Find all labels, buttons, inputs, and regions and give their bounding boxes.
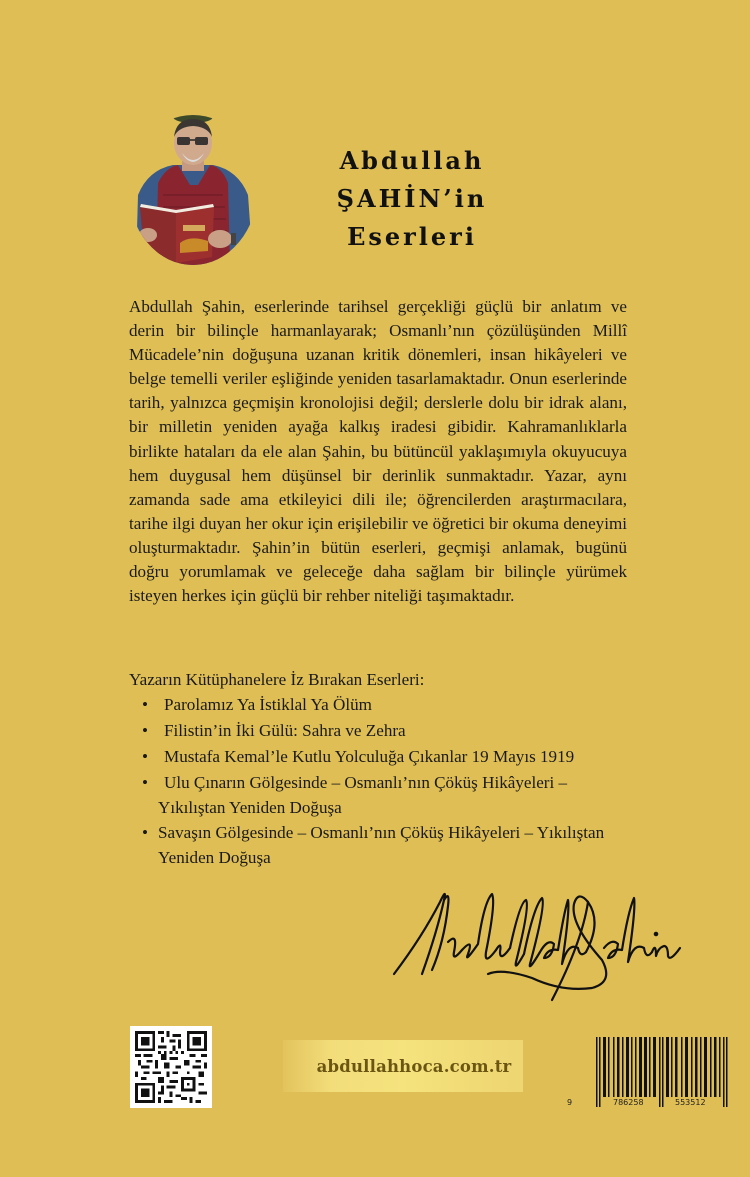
- barcode-first-digit: 9: [567, 1098, 573, 1107]
- isbn-barcode: [565, 1025, 740, 1110]
- barcode-group-2: 553512: [675, 1098, 706, 1107]
- signature-icon: [392, 882, 682, 1007]
- work-title: Mustafa Kemal’le Kutlu Yolculuğa Çıkanlar 19 Mayıs 1919: [164, 747, 575, 766]
- work-title: Ulu Çınarın Gölgesinde – Osmanlı’nın Çöküş Hikâyeleri –: [164, 773, 568, 792]
- list-item: [129, 718, 649, 744]
- author-photo: [128, 115, 258, 265]
- list-item: [129, 770, 649, 820]
- qr-code[interactable]: [130, 1026, 212, 1108]
- works-heading: Yazarın Kütüphanelere İz Bırakan Eserleri:: [129, 670, 425, 689]
- works-list: [129, 692, 649, 870]
- website-banner[interactable]: [283, 1040, 523, 1092]
- barcode-group-1: 786258: [613, 1098, 644, 1107]
- title-line-works: Eserleri: [347, 222, 477, 251]
- list-item: [129, 744, 649, 770]
- list-item: [129, 820, 649, 870]
- page-title: [282, 142, 542, 256]
- bullet-icon: •: [142, 823, 148, 842]
- author-signature: [392, 882, 682, 1007]
- qr-code-icon: [135, 1031, 207, 1103]
- bullet-icon: •: [142, 773, 148, 792]
- list-item: [129, 692, 649, 718]
- work-title-continued: Yeniden Doğuşa: [158, 848, 271, 867]
- work-title: Parolamız Ya İstiklal Ya Ölüm: [164, 695, 372, 714]
- bullet-icon: •: [142, 747, 148, 766]
- work-title-continued: Yıkılıştan Yeniden Doğuşa: [158, 798, 342, 817]
- work-title: Savaşın Gölgesinde – Osmanlı’nın Çöküş Hikâyeleri – Yıkılıştan: [158, 823, 605, 842]
- work-title: Filistin’in İki Gülü: Sahra ve Zehra: [164, 721, 406, 740]
- author-portrait-icon: [128, 115, 258, 265]
- author-bio-paragraph: Abdullah Şahin, eserlerinde tarihsel gerçekliği güçlü bir anlatım ve derin bir bilinçle harmanlayarak; Osmanlı’nın çözülüşünden Millî Mücadele’nin doğuşuna uzanan kritik dönemleri, insan hikâyeleri ve belge temelli veriler eşliğinde yeniden tasarlamaktadır. Onun eserlerinde tarih, yalnızca geçmişin kronolojisi değil; derslerle dolu bir idrak alanı, bir milletin yeniden ayağa kalkış iradesi gibidir. Kahramanlıklarla birlikte hataları da ele alan Şahin, bu bütüncül yaklaşımıyla okuyucuya hem duygusal hem düşünsel bir derinlik sunmaktadır. Yazar, aynı zamanda sade ama etkileyici dili ile; öğrencilerden araştırmacılara, tarihe ilgi duyan her okur için erişilebilir ve öğretici bir okuma deneyimi oluşturmaktadır. Şahin’in bütün eserleri, geçmişi anlamak, bugünü doğru yorumlamak ve geleceğe daha sağlam bir bilinçle yürümek isteyen herkes için güçlü bir rehber niteliği taşımaktadır.: [129, 297, 627, 606]
- bullet-icon: •: [142, 721, 148, 740]
- title-line-author: Abdullah ŞAHİN’in: [336, 146, 488, 213]
- barcode-icon: [565, 1025, 740, 1110]
- bullet-icon: •: [142, 695, 148, 714]
- website-link[interactable]: abdullahhoca.com.tr: [316, 1056, 512, 1076]
